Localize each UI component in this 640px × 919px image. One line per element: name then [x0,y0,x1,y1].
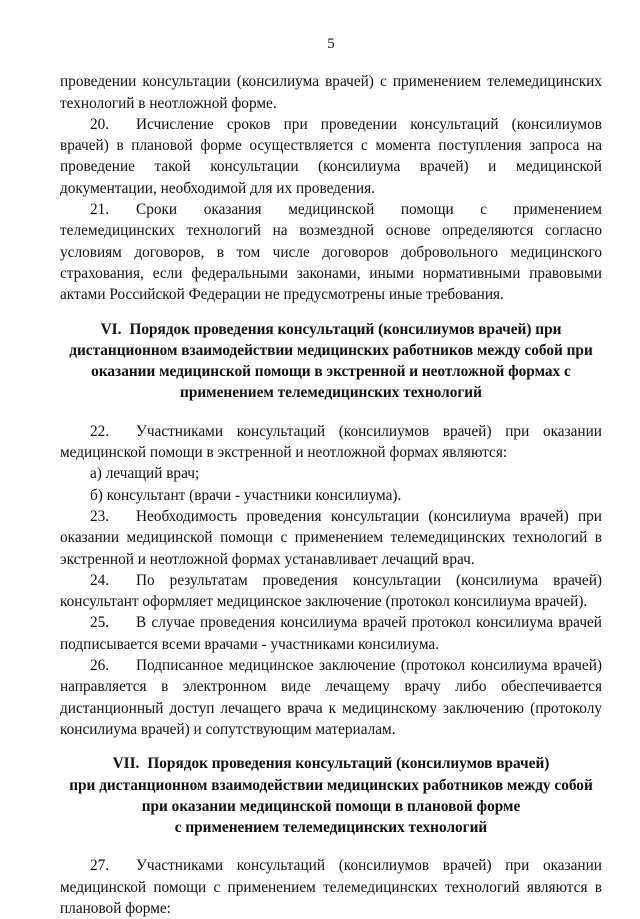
list-item-b: б) консультант (врачи - участники консилиума). [90,486,402,504]
list-item-a: а) лечащий врач; [90,465,200,483]
paragraph-21 [60,199,602,305]
section-title-line [60,753,602,774]
paragraph-number: 20. [90,115,110,133]
section-title-text: Порядок проведения консультаций (консилиумов врачей) [147,755,550,773]
section-title-line: при оказании медицинской помощи в плановой форме [141,797,521,815]
paragraph-27 [60,855,602,919]
paragraph-22 [60,421,602,464]
paragraph-text: Участниками консультаций (консилиумов врачей) при оказании медицинской помощи в экстренной и неотложной формах являются: [60,422,602,462]
paragraph-25 [60,612,602,655]
section-number: VI. [100,320,122,338]
paragraph-text: Сроки оказания медицинской помощи с применением телемедицинских технологий на возмездной основе определяются согласно условиям договоров, в том числе договоров добровольного медицинского страхования, если федеральными законами, иными нормативными правовыми актами Российской Федерации не предусмотрены иные требования. [60,201,602,304]
paragraph-number: 23. [90,507,110,525]
paragraph-20 [60,114,602,199]
section-title-line: при дистанционном взаимодействии медицинских работников между собой [69,776,593,794]
section-7-heading [60,753,602,838]
paragraph-19-continuation: проведении консультации (консилиума врачей) с применением телемедицинских технологий в неотложной форме. [60,73,602,112]
paragraph-text: Подписанное медицинское заключение (протокол консилиума врачей) направляется в электронном виде лечащему врачу либо обеспечивается дистанционный доступ лечащего врача к медицинскому заключению (протоколу консилиума врачей) и сопутствующим материалам. [60,657,602,738]
paragraph-text: В случае проведения консилиума врачей протокол консилиума врачей подписывается всеми врачами - участниками консилиума. [60,614,602,653]
paragraph-text: Исчисление сроков при проведении консультаций (консилиумов врачей) в плановой форме осуществляется с момента поступления запроса на проведение такой консультации (консилиума врачей) и медицинской документации, необходимой для их проведения. [60,115,602,197]
paragraph-number: 27. [90,857,110,875]
paragraph-number: 21. [90,201,110,219]
paragraph-text: Необходимость проведения консультации (консилиума врачей) при оказании медицинской помощи с применением телемедицинских технологий в экстренной и неотложной формах устанавливает лечащий врач. [60,507,602,568]
document-page [60,34,602,919]
section-number: VII. [112,755,140,773]
paragraph-number: 24. [90,571,110,589]
paragraph-number: 26. [90,657,110,675]
paragraph-23 [60,506,602,570]
paragraph-number: 22. [90,422,110,440]
paragraph-text: Участниками консультаций (консилиумов врачей) при оказании медицинской помощи с применением телемедицинских технологий являются в плановой форме: [60,857,602,917]
paragraph-26 [60,655,602,740]
section-title-line: с применением телемедицинских технологий [174,819,488,837]
section-6-heading [60,319,602,404]
section-title: Порядок проведения консультаций (консилиумов врачей) при дистанционном взаимодействии медицинских работников между собой при оказании медицинской помощи в экстренной и неотложной формах с применением телемедицинских технологий [69,320,593,402]
paragraph-number: 25. [90,614,110,632]
paragraph-24 [60,570,602,613]
paragraph-text: По результатам проведения консультации (консилиума врачей) консультант оформляет медицинское заключение (протокол консилиума врачей). [60,571,602,611]
page-number: 5 [327,36,335,52]
